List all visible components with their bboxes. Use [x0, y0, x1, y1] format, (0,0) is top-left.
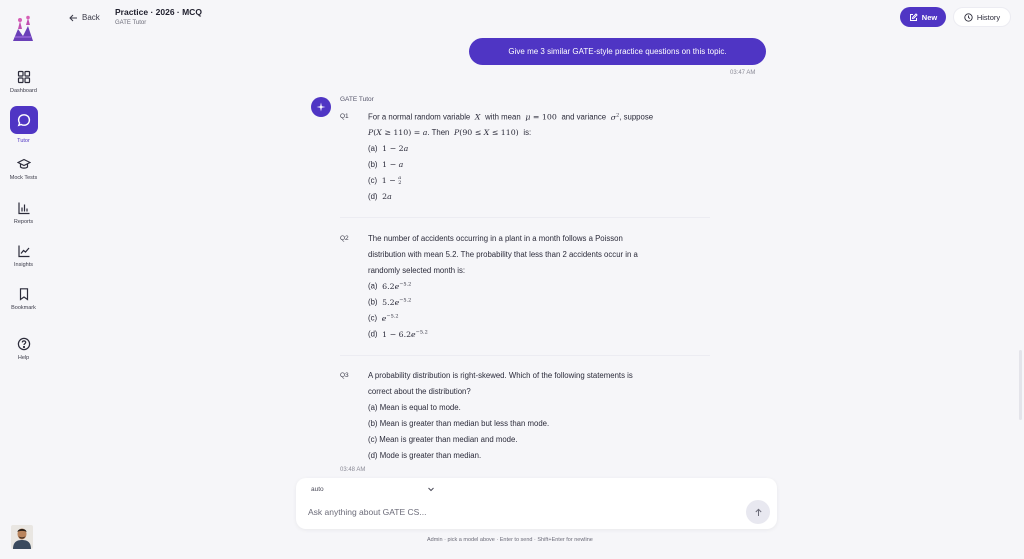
option: (b) Mean is greater than median but less than mode.: [368, 419, 550, 428]
sidebar-item-label: Help: [17, 355, 30, 361]
option-math: 1 − 2a: [379, 144, 409, 153]
question-text: correct about the distribution?: [368, 387, 471, 396]
option-math: 1 − a 2: [379, 175, 402, 186]
question-text: is:: [523, 128, 532, 137]
option-label: (a): [368, 144, 378, 153]
question-text: and variance: [561, 112, 607, 122]
app-logo[interactable]: [9, 14, 37, 44]
option: [368, 313, 399, 323]
question-text: . Then: [427, 128, 450, 137]
sidebar-item-label: Mock Tests: [9, 175, 38, 181]
history-button[interactable]: [953, 7, 1011, 27]
option-label: (b): [368, 297, 378, 307]
math-expression: $\sigma^2$: [610, 112, 620, 122]
option-label: (c): [368, 176, 378, 185]
sidebar-item-insights[interactable]: [0, 244, 47, 268]
option: [368, 144, 408, 153]
line-chart-icon: [17, 244, 31, 258]
option-math: 1 − a: [379, 160, 404, 169]
model-select[interactable]: auto: [311, 486, 324, 493]
option: [368, 192, 392, 201]
option-math: $e^{-5.2}$: [381, 313, 399, 323]
option: (c) Mean is greater than median and mode.: [368, 435, 518, 444]
composer-hint: Admin · pick a model above · Enter to send · Shift+Enter for newline: [427, 537, 593, 543]
back-label: Back: [82, 13, 100, 22]
sidebar: [0, 0, 47, 559]
sidebar-item-tutor[interactable]: [0, 106, 47, 144]
page-subtitle: GATE Tutor: [115, 20, 147, 26]
math-expression: X: [472, 112, 483, 122]
send-button[interactable]: [746, 500, 770, 524]
option: [368, 329, 428, 339]
help-circle-icon: [17, 337, 31, 351]
sidebar-item-dashboard[interactable]: [0, 70, 47, 94]
history-label: History: [976, 12, 1001, 22]
grid-icon: [17, 70, 31, 84]
new-label: New: [921, 12, 938, 22]
question-number: Q3: [340, 372, 349, 379]
tutor-message-time: 03:48 AM: [340, 467, 366, 473]
divider: [340, 355, 710, 356]
option-label: (c): [368, 313, 378, 323]
option: (a) Mean is equal to mode.: [368, 403, 461, 412]
arrow-left-icon: [69, 14, 78, 22]
bar-chart-icon: [17, 201, 31, 215]
chat-composer: [296, 478, 777, 529]
sidebar-item-label: Bookmark: [11, 305, 36, 311]
option-label: (d): [368, 192, 378, 201]
user-message-time: 03:47 AM: [730, 70, 756, 76]
new-chat-button[interactable]: [900, 7, 946, 27]
sparkle-icon: [316, 102, 326, 112]
sidebar-item-label: Insights: [14, 262, 33, 268]
option-label: (d): [368, 329, 378, 339]
tutor-avatar: [311, 97, 331, 117]
option-math: $1 - 6.2e^{-5.2}$: [379, 329, 428, 339]
option: [368, 176, 401, 186]
bookmark-icon: [17, 287, 31, 301]
question-number: Q2: [340, 235, 349, 242]
option: [368, 297, 411, 307]
math-expression: μ = 100: [525, 112, 560, 122]
tutor-name: GATE Tutor: [340, 96, 374, 103]
option-math: $5.2e^{-5.2}$: [379, 297, 412, 307]
clock-icon: [964, 13, 973, 22]
option: [368, 281, 411, 291]
sidebar-item-label: Dashboard: [10, 88, 37, 94]
avatar[interactable]: [11, 525, 33, 549]
graduation-cap-icon: [17, 157, 31, 171]
back-button[interactable]: [69, 13, 100, 22]
option-math: 2a: [379, 192, 392, 201]
option: [368, 160, 403, 169]
sidebar-item-help[interactable]: [0, 337, 47, 361]
option-label: (b): [368, 160, 378, 169]
page-title: Practice · 2026 · MCQ: [115, 7, 202, 17]
edit-icon: [909, 13, 918, 22]
question-line: [368, 112, 653, 122]
user-message: Give me 3 similar GATE-style practice questions on this topic.: [469, 38, 766, 65]
question-number: Q1: [340, 113, 349, 120]
sidebar-item-label: Reports: [13, 219, 34, 225]
option: (d) Mode is greater than median.: [368, 451, 482, 460]
divider: [340, 217, 710, 218]
chevron-down-icon[interactable]: [427, 485, 435, 493]
sidebar-item-label: Tutor: [17, 138, 30, 144]
arrow-up-icon: [754, 508, 763, 517]
chat-input[interactable]: [308, 504, 728, 520]
sidebar-item-mock-tests[interactable]: [0, 157, 47, 181]
question-text: A probability distribution is right-skewed. Which of the following statements is: [368, 371, 633, 380]
question-line: [368, 128, 531, 137]
option-math: $6.2e^{-5.2}$: [379, 281, 412, 291]
question-text: distribution with mean 5.2. The probability that less than 2 accidents occur in a: [368, 250, 638, 259]
sidebar-item-reports[interactable]: [0, 201, 47, 225]
question-text: with mean: [485, 112, 521, 122]
option-label: (a): [368, 281, 378, 291]
question-text: , suppose: [619, 112, 654, 122]
scrollbar[interactable]: [1019, 350, 1022, 420]
math-expression: P(X ≥ 110) = a: [368, 128, 428, 137]
question-text: randomly selected month is:: [368, 266, 466, 275]
math-expression: P(90 ≤ X ≤ 110): [454, 128, 522, 137]
active-indicator: [10, 106, 38, 134]
chat-bubble-icon: [17, 113, 31, 127]
sidebar-item-bookmark[interactable]: [0, 287, 47, 311]
question-text: The number of accidents occurring in a plant in a month follows a Poisson: [368, 234, 623, 243]
question-text: For a normal random variable: [368, 112, 471, 122]
